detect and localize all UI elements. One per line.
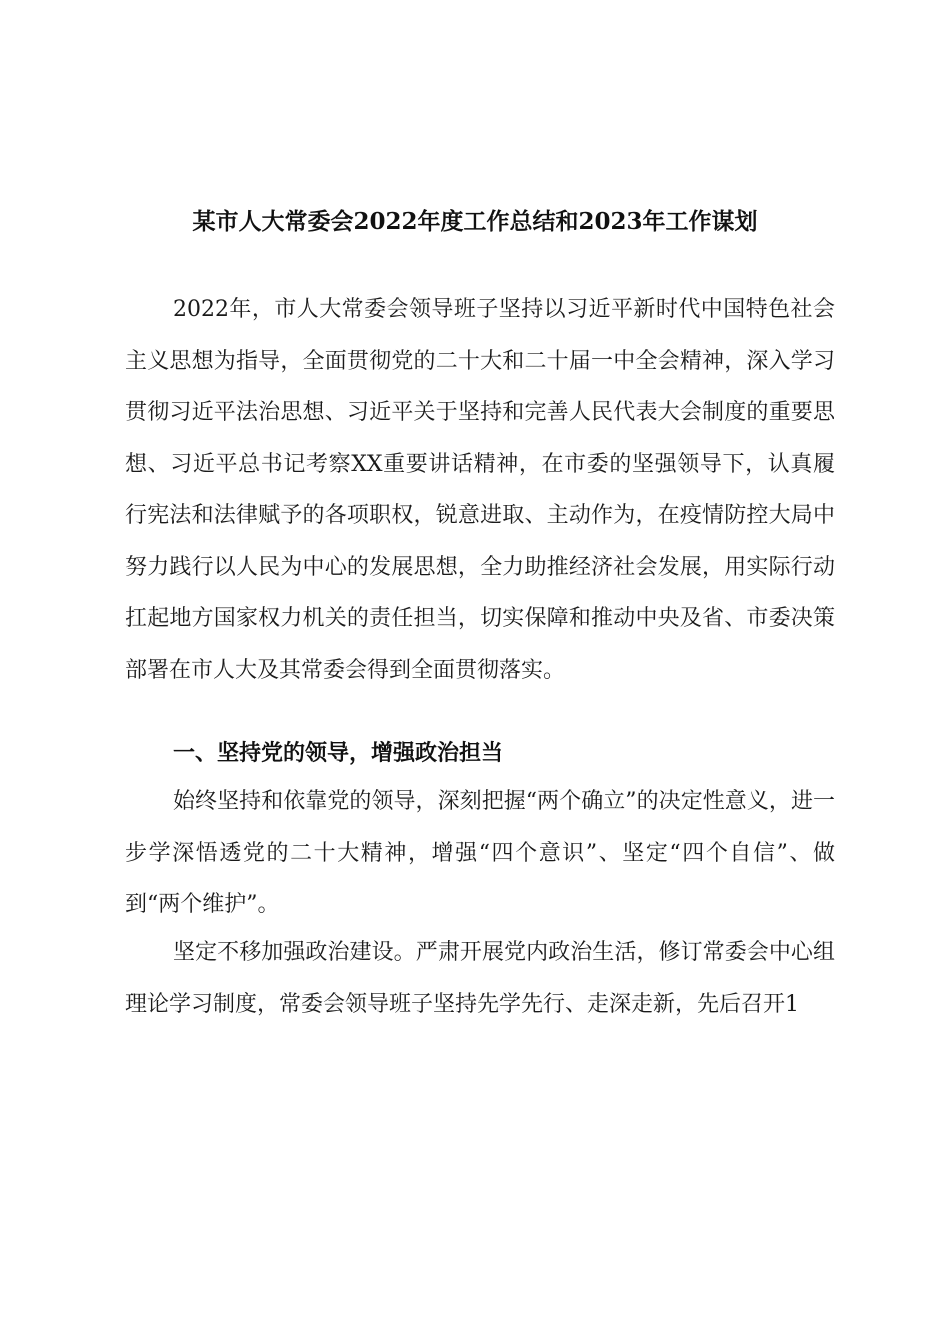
document-title: 某市人大常委会2022年度工作总结和2023年工作谋划	[192, 208, 758, 235]
section-paragraph-2: 坚定不移加强政治建设。严肃开展党内政治生活，修订常委会中心组理论学习制度，常委会领导班子坚持先学先行、走深走新，先后召开1	[125, 940, 835, 1017]
section-paragraph-1: 始终坚持和依靠党的领导，深刻把握“两个确立”的决定性意义，进一步学深悟透党的二十大精神，增强“四个意识”、坚定“四个自信”、做到“两个维护”。	[125, 789, 835, 917]
intro-paragraph: 2022年，市人大常委会领导班子坚持以习近平新时代中国特色社会主义思想为指导，全面贯彻党的二十大和二十届一中全会精神，深入学习贯彻习近平法治思想、习近平关于坚持和完善人民代表大会制度的重要思想、习近平总书记考察XX重要讲话精神，在市委的坚强领导下，认真履行宪法和法律赋予的各项职权，锐意进取、主动作为，在疫情防控大局中努力践行以人民为中心的发展思想，全力助推经济社会发展，用实际行动扛起地方国家权力机关的责任担当，切实保障和推动中央及省、市委决策部署在市人大及其常委会得到全面贯彻落实。	[125, 297, 835, 683]
section-heading: 一、坚持党的领导，增强政治担当	[173, 741, 504, 766]
